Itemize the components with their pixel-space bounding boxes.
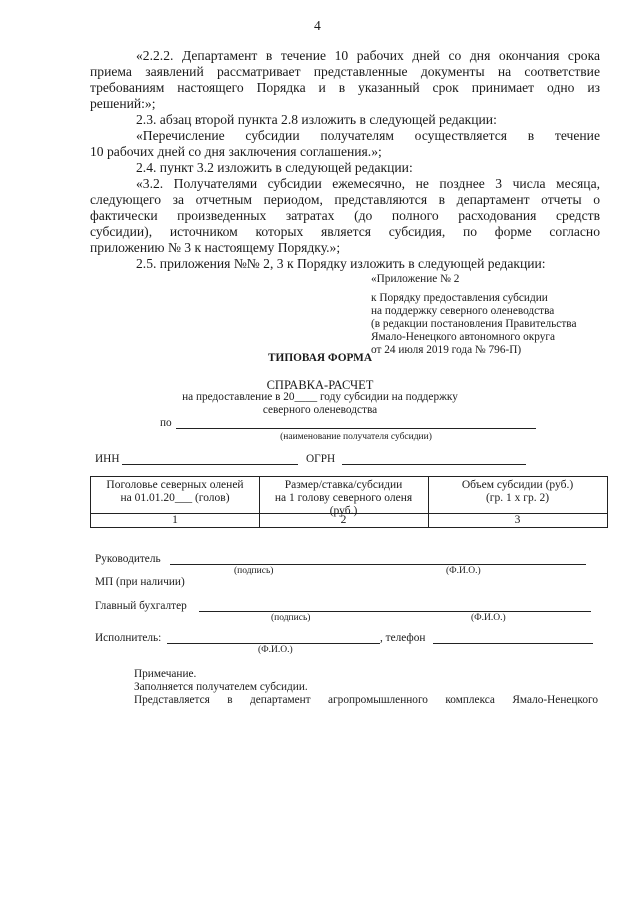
phone-label: , телефон — [380, 632, 426, 644]
inn-label: ИНН — [95, 453, 120, 465]
accountant-label: Главный бухгалтер — [95, 600, 187, 612]
po-label: по — [160, 417, 172, 429]
body-line: субсидии), источником которых является субсидия, по форме согласно — [90, 224, 600, 239]
form-title: СПРАВКА-РАСЧЕТ — [266, 378, 374, 392]
recipient-name-field[interactable] — [176, 428, 536, 429]
appendix-line: к Порядку предоставления субсидии — [371, 292, 548, 304]
table-header-line: (руб.) — [329, 505, 358, 517]
table-column-number: 1 — [172, 514, 178, 526]
body-line: фактически произведенных затратах (до полного расходования средств — [90, 208, 600, 223]
accountant-fio-caption: (Ф.И.О.) — [471, 613, 506, 623]
body-line: следующего за отчетным периодом, представляются в департамент отчеты о — [90, 192, 600, 207]
body-line: приема заявлений рассматривает представленные документы на соответствие — [90, 64, 600, 79]
table-column-number: 2 — [340, 514, 347, 526]
body-line: решений:»; — [90, 96, 156, 111]
executor-fio-caption: (Ф.И.О.) — [258, 645, 293, 655]
note-title: Примечание. — [134, 668, 197, 680]
table-header-cell-2 — [259, 479, 428, 518]
head-signature-field[interactable] — [170, 564, 586, 565]
ogrn-label: ОГРН — [306, 453, 336, 465]
form-type-label: ТИПОВАЯ ФОРМА — [268, 352, 372, 364]
table-header-cell-3 — [428, 479, 607, 505]
body-line: «Перечисление субсидии получателям осуществляется в течение — [136, 128, 600, 143]
appendix-line: (в редакции постановления Правительства — [371, 318, 577, 330]
body-line: требованиям настоящего Порядка и в указанный срок принимает одно из — [90, 80, 600, 95]
inn-field[interactable] — [122, 464, 298, 465]
body-line: «2.2.2. Департамент в течение 10 рабочих дней со дня окончания срока — [136, 48, 600, 63]
page-number: 4 — [314, 18, 321, 33]
body-line: 2.3. абзац второй пункта 2.8 изложить в следующей редакции: — [136, 112, 497, 127]
body-line: «3.2. Получателями субсидии ежемесячно, не позднее 3 числа месяца, — [136, 176, 600, 191]
appendix-line: от 24 июля 2019 года № 796-П) — [371, 344, 522, 356]
table-header-line: Объем субсидии (руб.) — [461, 479, 574, 491]
form-subtitle-line: северного оленеводства — [262, 404, 378, 416]
accountant-signature-caption: (подпись) — [271, 613, 311, 623]
table-header-cell-1 — [91, 479, 259, 505]
body-line: 2.4. пункт 3.2 изложить в следующей редакции: — [136, 160, 413, 175]
head-label: Руководитель — [95, 553, 161, 565]
head-signature-caption: (подпись) — [234, 566, 274, 576]
table-column-number: 3 — [514, 514, 521, 526]
ogrn-field[interactable] — [342, 464, 526, 465]
table-header-line: Размер/ставка/субсидии — [284, 479, 403, 491]
table-header-line: (гр. 1 х гр. 2) — [485, 492, 550, 504]
body-line: приложению № 3 к настоящему Порядку.»; — [90, 240, 341, 255]
accountant-signature-field[interactable] — [199, 611, 591, 612]
body-line: 10 рабочих дней со дня заключения соглашения.»; — [90, 144, 382, 159]
appendix-title: «Приложение № 2 — [371, 273, 460, 285]
appendix-line: Ямало-Ненецкого автономного округа — [371, 331, 556, 343]
form-subtitle-line: на предоставление в 20____ году субсидии на поддержку — [182, 391, 458, 403]
note-line: Заполняется получателем субсидии. — [134, 681, 308, 693]
table-header-line: на 01.01.20___ (голов) — [120, 492, 230, 504]
subsidy-table — [90, 476, 608, 528]
body-line: 2.5. приложения №№ 2, 3 к Порядку изложить в следующей редакции: — [136, 256, 546, 271]
head-fio-caption: (Ф.И.О.) — [446, 566, 481, 576]
recipient-name-caption: (наименование получателя субсидии) — [280, 432, 432, 442]
table-header-line: на 1 голову северного оленя — [274, 492, 413, 504]
executor-fio-field[interactable] — [167, 643, 380, 644]
mp-label: МП (при наличии) — [95, 576, 185, 588]
executor-label: Исполнитель: — [95, 632, 162, 644]
appendix-line: на поддержку северного оленеводства — [371, 305, 555, 317]
table-header-line: Поголовье северных оленей — [106, 479, 244, 491]
phone-field[interactable] — [433, 643, 593, 644]
note-line: Представляется в департамент агропромышленного комплекса Ямало-Ненецкого — [134, 694, 598, 706]
